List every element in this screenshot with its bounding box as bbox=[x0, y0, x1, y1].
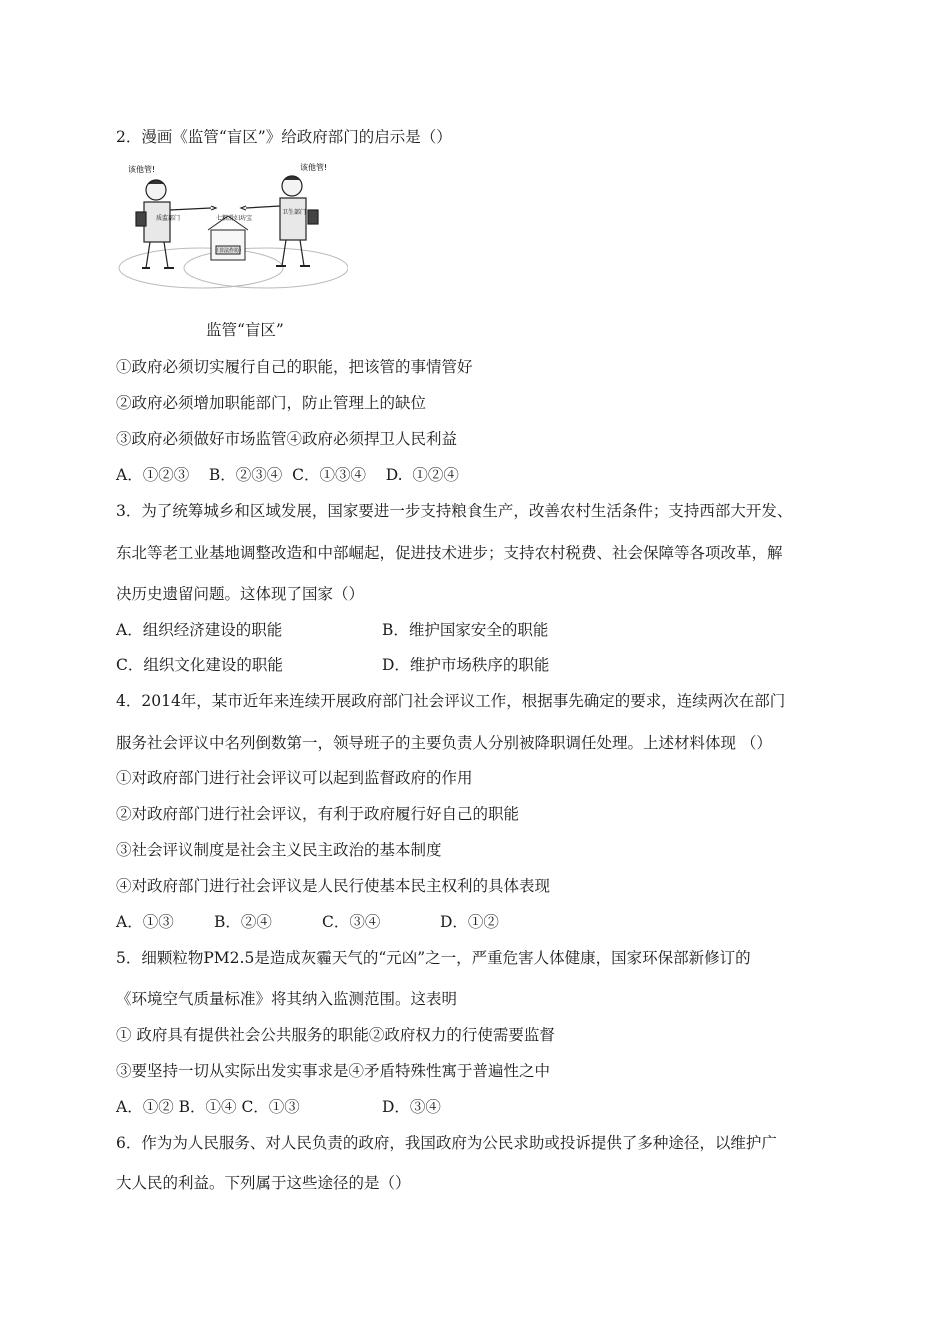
q4-item-2: ②对政府部门进行社会评议，有利于政府履行好自己的职能 bbox=[116, 805, 520, 823]
q2-item-1: ①政府必须切实履行自己的职能，把该管的事情管好 bbox=[116, 358, 473, 376]
q3-option-a: A．组织经济建设的职能 bbox=[116, 621, 283, 639]
q3-option-b: B．维护国家安全的职能 bbox=[382, 621, 549, 639]
cartoon-caption: 监管“盲区” bbox=[206, 321, 284, 339]
q5-line-2: 《环境空气质量标准》将其纳入监测范围。这表明 bbox=[116, 990, 458, 1008]
q4-item-1: ①对政府部门进行社会评议可以起到监督政府的作用 bbox=[116, 769, 473, 787]
badge-right: 卫生部门 bbox=[282, 209, 307, 216]
q4-line-2: 服务社会评议中名列倒数第一，领导班子的主要负责人分别被降职调任处理。上述材料体现 （） bbox=[116, 734, 772, 752]
speech-right: 该他管! bbox=[300, 163, 328, 172]
q4-option-a: A．①③ bbox=[116, 913, 174, 931]
q4-item-3: ③社会评议制度是社会主义民主政治的基本制度 bbox=[116, 841, 442, 859]
q6-line-1: 6．作为为人民服务、对人民负责的政府，我国政府为公民求助或投诉提供了多种途径，以维护广 bbox=[116, 1134, 777, 1152]
q4-option-c: C．③④ bbox=[322, 913, 381, 931]
q6-line-2: 大人民的利益。下列属于这些途径的是（） bbox=[116, 1174, 411, 1192]
q2-item-2: ②政府必须增加职能部门，防止管理上的缺位 bbox=[116, 394, 427, 412]
q3-line-3: 决历史遗留问题。这体现了国家（） bbox=[116, 585, 365, 603]
q3-line-2: 东北等老工业基地调整改造和中部崛起，促进技术进步；支持农村税费、社会保障等各项改革，解 bbox=[116, 544, 783, 562]
q5-options-abc: A．①② B．①④ C．①③ bbox=[116, 1098, 300, 1116]
q5-line-1: 5．细颗粒物PM2.5是造成灰霾天气的“元凶”之一，严重危害人体健康，国家环保部新修订的 bbox=[116, 949, 751, 967]
q3-option-c: C．组织文化建设的职能 bbox=[116, 656, 283, 674]
q3-line-1: 3．为了统筹城乡和区域发展，国家要进一步支持粮食生产，改善农村生活条件；支持西部大开发、 bbox=[116, 502, 793, 520]
center-sign: 七粮滑妇坊宝 bbox=[216, 215, 253, 222]
q4-item-4: ④对政府部门进行社会评议是人民行使基本民主权利的具体表现 bbox=[116, 877, 551, 895]
house-label: （非法作坊） bbox=[214, 248, 245, 254]
q4-option-b: B．②④ bbox=[214, 913, 272, 931]
q2-options: A．①②③ B．②③④ C．①③④ D. ①②④ bbox=[116, 466, 459, 484]
q3-option-d: D．维护市场秩序的职能 bbox=[382, 656, 550, 674]
q5-item-1-2: ① 政府具有提供社会公共服务的职能②政府权力的行使需要监督 bbox=[116, 1026, 555, 1044]
q5-option-d: D．③④ bbox=[382, 1098, 441, 1116]
q5-item-3-4: ③要坚持一切从实际出发实事求是④矛盾特殊性寓于普遍性之中 bbox=[116, 1062, 551, 1080]
speech-left: 该他管! bbox=[128, 165, 156, 174]
badge-left: 质监部门 bbox=[156, 215, 181, 222]
q4-line-1: 4．2014年，某市近年来连续开展政府部门社会评议工作，根据事先确定的要求，连续两次在部门 bbox=[116, 692, 786, 710]
q2-item-3: ③政府必须做好市场监管④政府必须捍卫人民利益 bbox=[116, 430, 458, 448]
q2-stem: 2．漫画《监管“盲区”》给政府部门的启示是（） bbox=[116, 128, 452, 146]
supervision-blind-spot-cartoon bbox=[116, 160, 348, 296]
q4-option-d: D．①② bbox=[440, 913, 499, 931]
